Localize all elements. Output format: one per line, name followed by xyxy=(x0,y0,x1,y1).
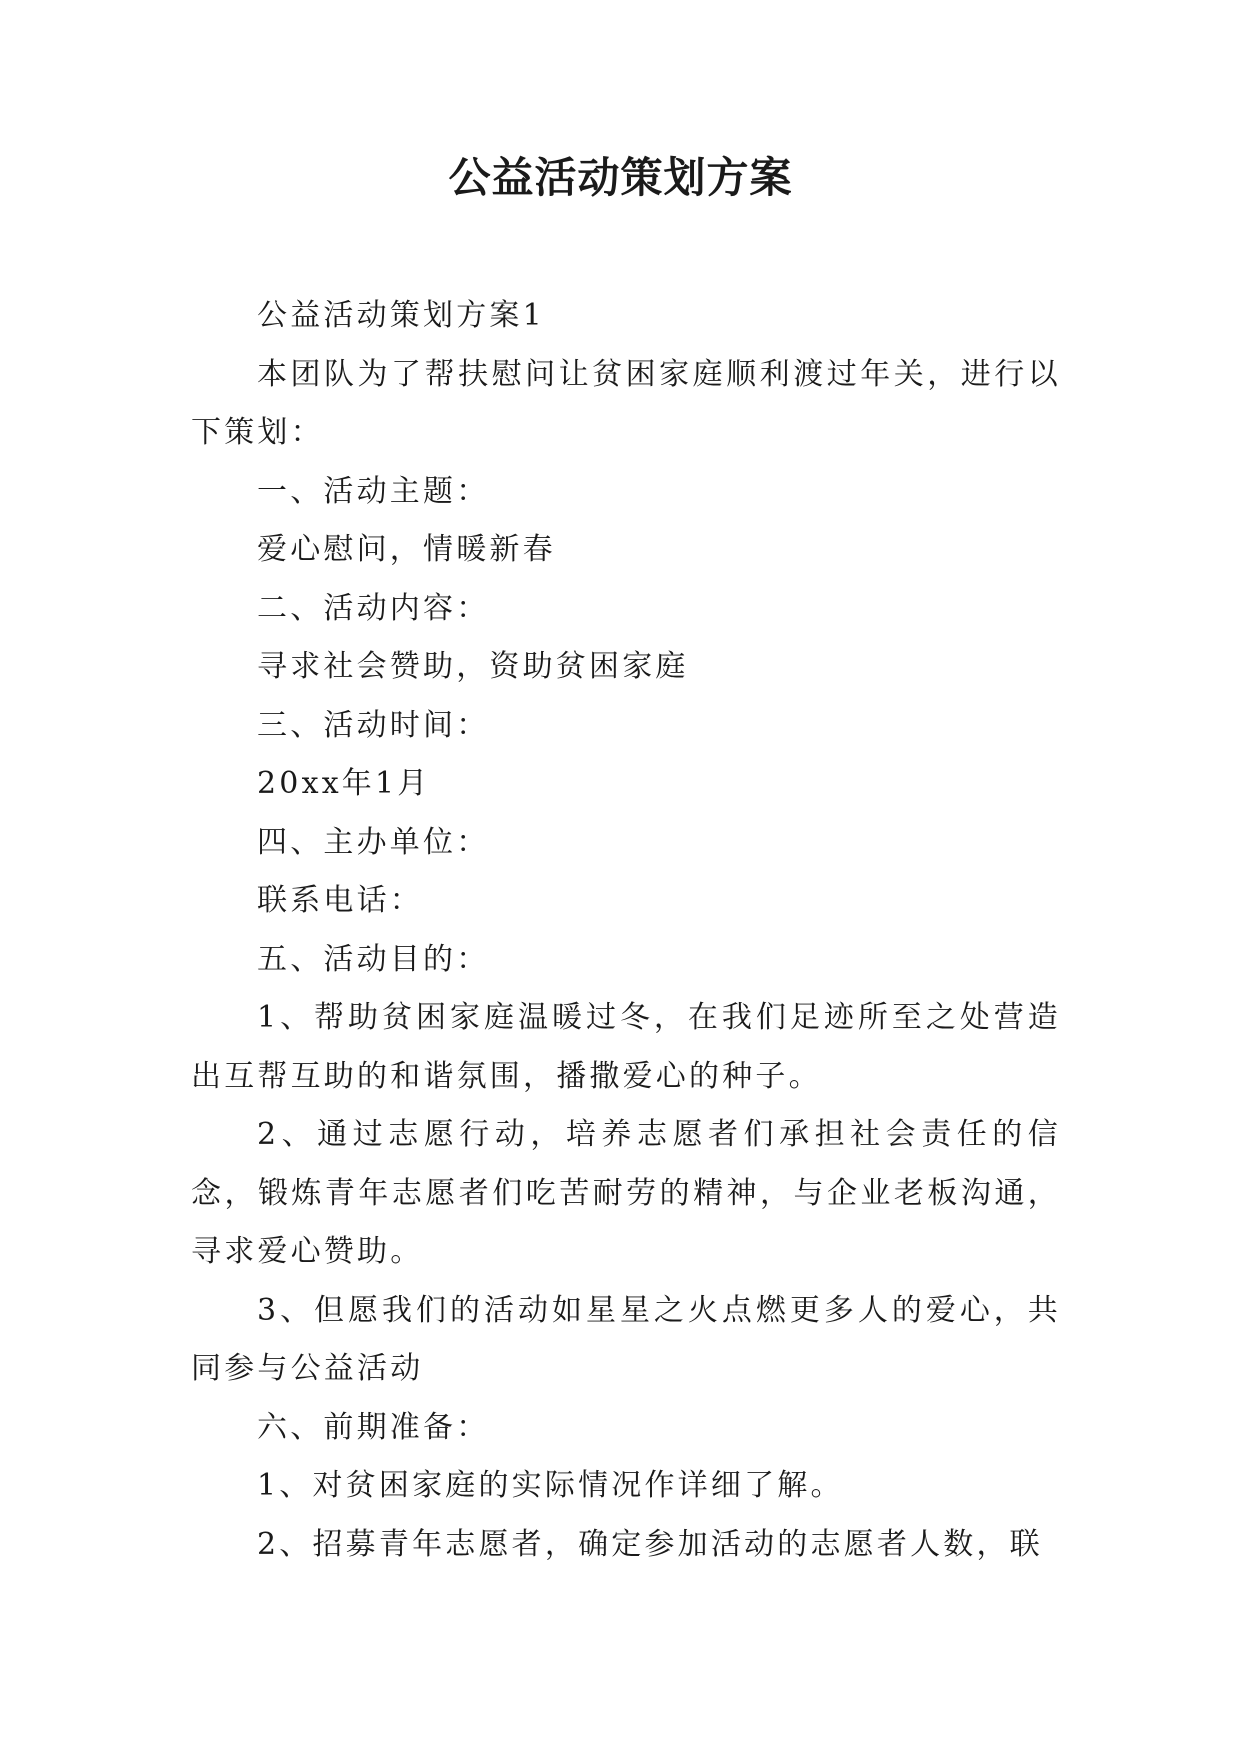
section-heading: 公益活动策划方案1 xyxy=(257,298,545,333)
paragraph-purpose-3: 3、但愿我们的活动如星星之火点燃更多人的爱心，共同参与公益活动 xyxy=(191,1292,1061,1386)
heading-organizer: 四、主办单位： xyxy=(257,824,490,860)
document-body xyxy=(191,287,1061,1574)
heading-purpose: 五、活动目的： xyxy=(257,941,490,977)
paragraph-preparation-1: 1、对贫困家庭的实际情况作详细了解。 xyxy=(257,1468,844,1503)
paragraph-preparation-2: 2、招募青年志愿者，确定参加活动的志愿者人数，联 xyxy=(257,1526,1043,1562)
paragraph-contact: 联系电话： xyxy=(257,883,423,918)
heading-preparation: 六、前期准备： xyxy=(257,1409,490,1445)
heading-content: 二、活动内容： xyxy=(257,590,490,626)
paragraph-purpose-2: 2、通过志愿行动，培养志愿者们承担社会责任的信念，锻炼青年志愿者们吃苦耐劳的精神，与企业老板沟通，寻求爱心赞助。 xyxy=(191,1117,1061,1269)
paragraph-content: 寻求社会赞助，资助贫困家庭 xyxy=(257,649,689,684)
heading-time: 三、活动时间： xyxy=(257,707,490,743)
paragraph-intro: 本团队为了帮扶慰问让贫困家庭顺利渡过年关，进行以下策划： xyxy=(191,356,1061,450)
paragraph-purpose-1: 1、帮助贫困家庭温暖过冬，在我们足迹所至之处营造出互帮互助的和谐氛围，播撒爱心的种子。 xyxy=(191,1000,1061,1094)
heading-theme: 一、活动主题： xyxy=(257,473,490,509)
document-title: 公益活动策划方案 xyxy=(448,153,793,202)
paragraph-theme: 爱心慰问，情暖新春 xyxy=(257,532,556,567)
paragraph-time: 20xx年1月 xyxy=(257,766,431,801)
